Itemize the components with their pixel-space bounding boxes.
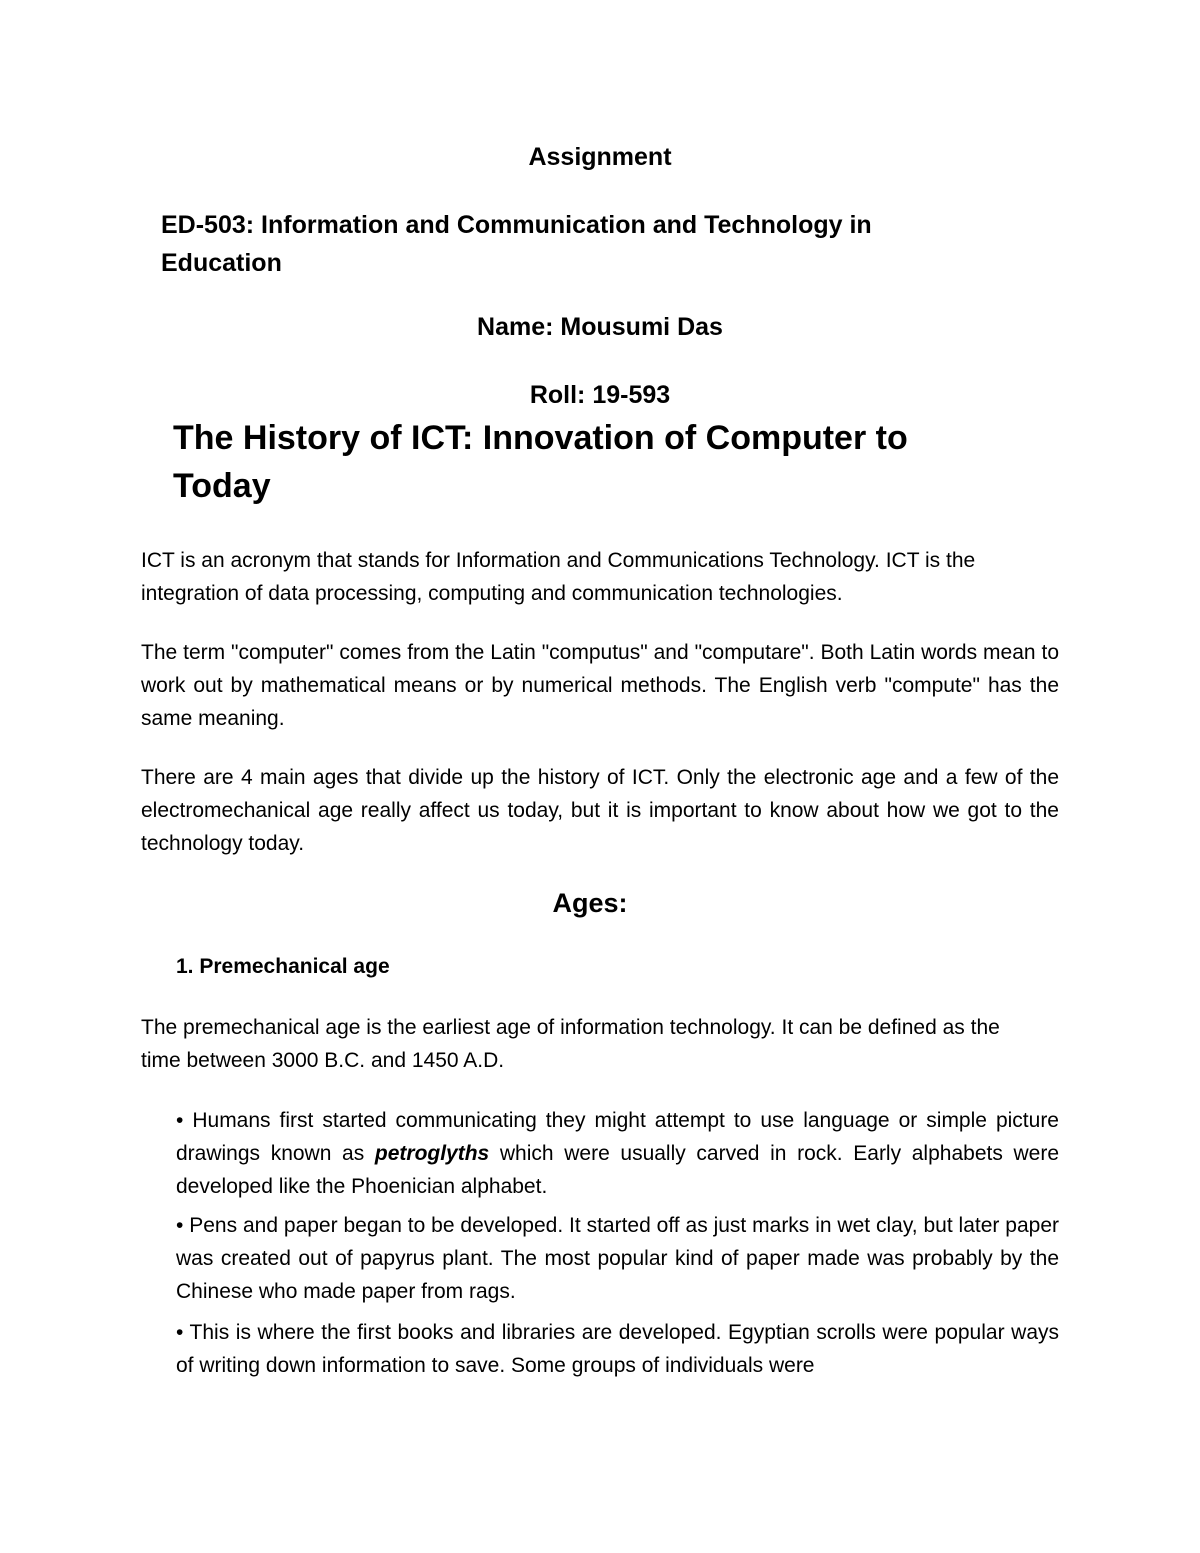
- student-name: Name: Mousumi Das: [477, 313, 723, 341]
- bullet-text-after: which were usually carved in rock. Early alphabets were developed like the Phoenician alphabet.: [176, 1142, 1059, 1198]
- bullet-pens-paper: • Pens and paper began to be developed. It started off as just marks in wet clay, but later paper was created out of papyrus plant. The most popular kind of paper made was probably by the Chinese who made paper from rags.: [176, 1214, 1059, 1303]
- assignment-heading: Assignment: [528, 143, 672, 171]
- paragraph-computer-term: The term "computer" comes from the Latin "computus" and "computare". Both Latin words mean to work out by mathematical means or by numerical methods. The English verb "compute" has the same meaning.: [141, 641, 1059, 730]
- ages-heading: Ages:: [552, 888, 628, 918]
- premechanical-intro: The premechanical age is the earliest age of information technology. It can be defined as the time between 3000 B.C. and 1450 A.D.: [141, 1016, 1000, 1072]
- article-title: The History of ICT: Innovation of Computer to Today: [173, 419, 908, 505]
- roll-number: Roll: 19-593: [529, 381, 671, 409]
- course-title: ED-503: Information and Communication and Technology in Education: [161, 211, 872, 277]
- premechanical-heading: 1. Premechanical age: [176, 955, 390, 978]
- bullet-books-libraries: • This is where the first books and libraries are developed. Egyptian scrolls were popular ways of writing down information to save. Some groups of individuals were: [176, 1321, 1059, 1377]
- paragraph-ict-definition: ICT is an acronym that stands for Information and Communications Technology. ICT is the integration of data processing, computing and communication technologies.: [141, 549, 976, 605]
- bullet-petroglyths: [176, 1104, 1059, 1203]
- paragraph-four-ages: There are 4 main ages that divide up the history of ICT. Only the electronic age and a few of the electromechanical age really affect us today, but it is important to know about how we got to the technology today.: [141, 766, 1059, 855]
- bullet-text-before: • Humans first started communicating they might attempt to use language or simple picture drawings known as: [176, 1109, 1059, 1165]
- emphasis-petroglyths: petroglyths: [374, 1142, 490, 1165]
